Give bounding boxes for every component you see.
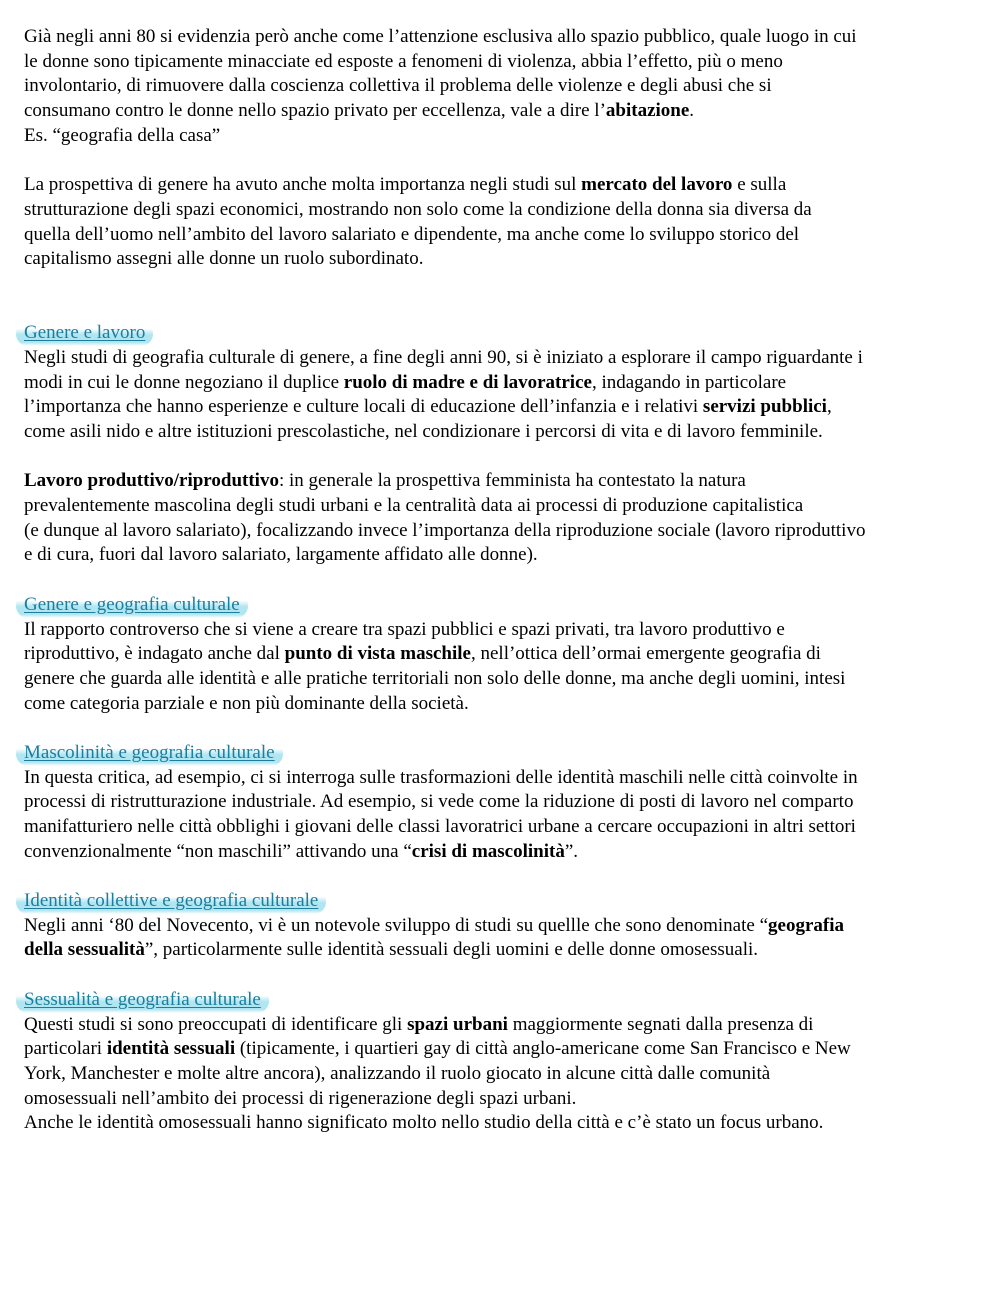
- section-sessualita: [24, 988, 984, 1136]
- text-line: Anche le identità omosessuali hanno significato molto nello studio della città e c’è stato un focus urbano.: [24, 1112, 824, 1134]
- text-line: (e dunque al lavoro salariato), focalizzando invece l’importanza della riproduzione sociale (lavoro riproduttivo: [24, 519, 866, 541]
- section-heading-link[interactable]: Genere e geografia culturale: [16, 593, 248, 618]
- section-heading-link[interactable]: Sessualità e geografia culturale: [16, 988, 269, 1013]
- text-line: manifatturiero nelle città obblighi i giovani delle classi lavoratrici urbane a cercare occupazioni in altri settori: [24, 816, 856, 838]
- text-line: come asili nido e altre istituzioni prescolastiche, nel condizionare i percorsi di vita e di lavoro femminile.: [24, 421, 823, 443]
- text-line: [24, 1013, 984, 1038]
- text-line: [24, 1037, 984, 1062]
- section-identita-collettive: [24, 889, 984, 963]
- bold-term: servizi pubblici: [702, 396, 827, 418]
- text-run: Questi studi si sono preoccupati di identificare gli: [24, 1013, 408, 1035]
- text-run: convenzionalmente “non maschili” attivando una “: [24, 840, 412, 862]
- intro-paragraph-2: [24, 173, 984, 272]
- text-run: , nell’ottica dell’ormai emergente geografia di: [470, 643, 821, 665]
- text-line: In questa critica, ad esempio, ci si interroga sulle trasformazioni delle identità maschili nelle città coinvolte in: [24, 766, 858, 788]
- text-line: [24, 173, 984, 198]
- bold-term: abitazione: [605, 100, 690, 122]
- text-run: consumano contro le donne nello spazio privato per eccellenza, vale a dire l’: [24, 100, 606, 122]
- bold-term: crisi di mascolinità: [411, 840, 565, 862]
- heading-row: [24, 889, 984, 914]
- heading-row: [24, 741, 984, 766]
- text-run: (tipicamente, i quartieri gay di città anglo-americane come San Francisco e New: [235, 1038, 851, 1060]
- text-run: e sulla: [732, 174, 787, 196]
- text-run: ”, particolarmente sulle identità sessuali degli uomini e delle donne omosessuali.: [144, 939, 758, 961]
- text-line: omosessuali nell’ambito dei processi di rigenerazione degli spazi urbani.: [24, 1087, 577, 1109]
- text-line: Negli studi di geografia culturale di genere, a fine degli anni 90, si è iniziato a esplorare il campo riguardante i: [24, 346, 863, 368]
- section-heading-link[interactable]: Mascolinità e geografia culturale: [16, 741, 283, 766]
- text-line: Il rapporto controverso che si viene a creare tra spazi pubblici e spazi privati, tra lavoro produttivo e: [24, 618, 785, 640]
- text-line: processi di ristrutturazione industriale. Ad esempio, si vede come la riduzione di posti di lavoro nel comparto: [24, 791, 854, 813]
- bold-term: mercato del lavoro: [581, 174, 733, 196]
- section-heading-link[interactable]: Genere e lavoro: [16, 321, 153, 346]
- text-run: Negli anni ‘80 del Novecento, vi è un notevole sviluppo di studi su quellle che sono denominate “: [24, 914, 769, 936]
- text-line: [24, 371, 984, 396]
- text-line: Già negli anni 80 si evidenzia però anche come l’attenzione esclusiva allo spazio pubblico, quale luogo in cui: [24, 26, 857, 47]
- text-line: [24, 395, 984, 420]
- text-line: strutturazione degli spazi economici, mostrando non solo come la condizione della donna sia diversa da: [24, 198, 812, 220]
- text-line: genere che guarda alle identità e alle pratiche territoriali non solo delle donne, ma anche degli uomini, intesi: [24, 667, 846, 689]
- bold-term: punto di vista maschile: [284, 643, 471, 665]
- intro-paragraph-1: [24, 25, 984, 148]
- text-run: La prospettiva di genere ha avuto anche molta importanza negli studi sul: [24, 174, 582, 196]
- bold-term: identità sessuali: [106, 1038, 236, 1060]
- bold-term: spazi urbani: [407, 1013, 508, 1035]
- text-line: involontario, di rimuovere dalla coscienza collettiva il problema delle violenze e degli abusi che si: [24, 75, 772, 97]
- text-run: maggiormente segnati dalla presenza di: [507, 1013, 814, 1035]
- text-line: York, Manchester e molte altre ancora), analizzando il ruolo giocato in alcune città dalle comunità: [24, 1062, 771, 1084]
- text-line: [24, 914, 984, 939]
- text-line: e di cura, fuori dal lavoro salariato, largamente affidato alle donne).: [24, 544, 538, 566]
- text-line: [24, 938, 984, 963]
- text-line: le donne sono tipicamente minacciate ed esposte a fenomeni di violenza, abbia l’effetto, più o meno: [24, 50, 783, 72]
- text-line: [24, 840, 984, 865]
- text-line: Es. “geografia della casa”: [24, 124, 221, 146]
- bold-term: geografia: [768, 914, 844, 936]
- text-line: [24, 99, 984, 124]
- text-line: quella dell’uomo nell’ambito del lavoro salariato e dipendente, ma anche come lo sviluppo storico del: [24, 223, 800, 245]
- bold-term: Lavoro produttivo/riproduttivo: [24, 470, 279, 492]
- section-heading-link[interactable]: Identità collettive e geografia culturale: [16, 889, 326, 914]
- text-run: ,: [826, 396, 832, 418]
- text-line: come categoria parziale e non più dominante della società.: [24, 692, 469, 714]
- document-page: [24, 25, 984, 1136]
- text-line: [24, 642, 984, 667]
- bold-term: della sessualità: [24, 939, 145, 961]
- heading-row: [24, 321, 984, 346]
- section-mascolinita: [24, 741, 984, 864]
- heading-row: [24, 593, 984, 618]
- text-run: .: [689, 100, 695, 122]
- section-genere-e-lavoro: [24, 321, 984, 568]
- text-run: ”.: [564, 840, 579, 862]
- section-genere-e-geografia-culturale: [24, 593, 984, 716]
- bold-term: ruolo di madre e di lavoratrice: [343, 371, 592, 393]
- heading-row: [24, 988, 984, 1013]
- text-run: , indagando in particolare: [591, 371, 787, 393]
- text-line: prevalentemente mascolina degli studi urbani e la centralità data ai processi di produzione capitalistica: [24, 495, 804, 517]
- text-run: modi in cui le donne negoziano il duplice: [24, 371, 344, 393]
- text-line: capitalismo assegni alle donne un ruolo subordinato.: [24, 248, 424, 270]
- text-run: : in generale la prospettiva femminista ha contestato la natura: [278, 470, 746, 492]
- text-line: [24, 469, 984, 494]
- text-run: riproduttivo, è indagato anche dal: [24, 643, 285, 665]
- text-run: particolari: [24, 1038, 107, 1060]
- text-run: l’importanza che hanno esperienze e culture locali di educazione dell’infanzia e i relativi: [24, 396, 703, 418]
